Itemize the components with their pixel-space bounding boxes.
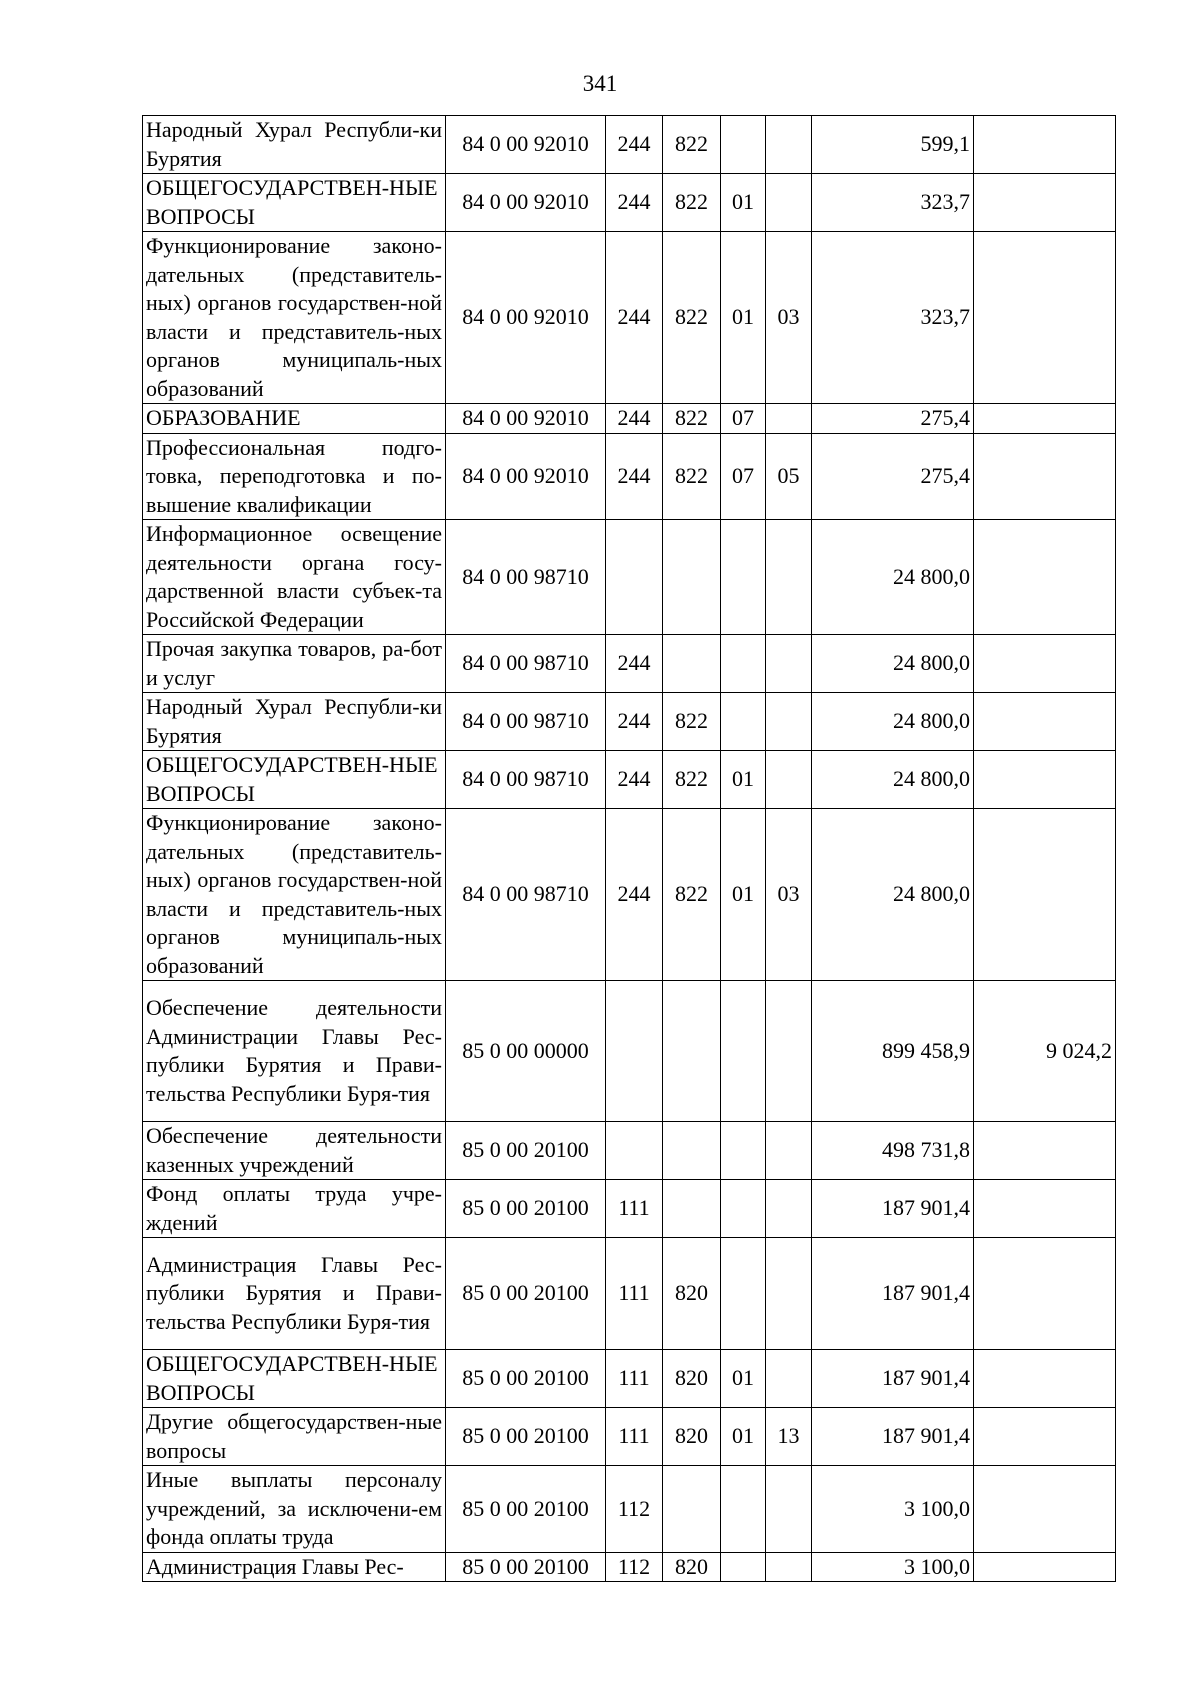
amount: 24 800,0 — [812, 751, 974, 809]
amount: 24 800,0 — [812, 635, 974, 693]
row-name: Народный Хурал Республи-ки Бурятия — [143, 116, 446, 174]
subsection-code: 05 — [766, 433, 812, 520]
table-row — [143, 635, 1116, 693]
table-row — [143, 1350, 1116, 1408]
administrator-code — [663, 1180, 721, 1238]
amount-extra — [974, 433, 1116, 520]
section-code: 01 — [721, 1350, 766, 1408]
expense-type-code: 244 — [606, 635, 663, 693]
expense-type-code: 111 — [606, 1180, 663, 1238]
section-code: 01 — [721, 232, 766, 404]
administrator-code: 822 — [663, 433, 721, 520]
section-code — [721, 520, 766, 635]
amount-extra — [974, 693, 1116, 751]
section-code — [721, 1122, 766, 1180]
section-code: 07 — [721, 433, 766, 520]
section-code — [721, 1552, 766, 1582]
amount-extra: 9 024,2 — [974, 981, 1116, 1122]
table-row — [143, 232, 1116, 404]
amount-extra — [974, 174, 1116, 232]
amount: 24 800,0 — [812, 693, 974, 751]
row-name: Обеспечение деятельности Администрации Главы Рес-публики Бурятия и Прави-тельства Республики Буря-тия — [143, 981, 446, 1122]
expense-type-code: 244 — [606, 433, 663, 520]
amount: 187 901,4 — [812, 1180, 974, 1238]
expense-type-code — [606, 1122, 663, 1180]
amount: 3 100,0 — [812, 1552, 974, 1582]
amount-extra — [974, 520, 1116, 635]
row-name: Прочая закупка товаров, ра-бот и услуг — [143, 635, 446, 693]
target-article-code: 84 0 00 98710 — [446, 809, 606, 981]
amount-extra — [974, 1408, 1116, 1466]
subsection-code: 03 — [766, 809, 812, 981]
row-name: ОБЩЕГОСУДАРСТВЕН-НЫЕ ВОПРОСЫ — [143, 174, 446, 232]
row-name: ОБРАЗОВАНИЕ — [143, 404, 446, 434]
budget-table — [142, 115, 1116, 1582]
expense-type-code: 111 — [606, 1408, 663, 1466]
section-code — [721, 1180, 766, 1238]
amount: 275,4 — [812, 404, 974, 434]
amount: 3 100,0 — [812, 1466, 974, 1553]
amount-extra — [974, 116, 1116, 174]
expense-type-code — [606, 981, 663, 1122]
expense-type-code: 244 — [606, 751, 663, 809]
target-article-code: 84 0 00 98710 — [446, 520, 606, 635]
amount: 899 458,9 — [812, 981, 974, 1122]
administrator-code: 820 — [663, 1238, 721, 1350]
target-article-code: 85 0 00 00000 — [446, 981, 606, 1122]
subsection-code — [766, 1350, 812, 1408]
expense-type-code: 244 — [606, 232, 663, 404]
amount: 275,4 — [812, 433, 974, 520]
section-code — [721, 981, 766, 1122]
amount-extra — [974, 1238, 1116, 1350]
row-name: Профессиональная подго-товка, переподготовка и по-вышение квалификации — [143, 433, 446, 520]
amount: 498 731,8 — [812, 1122, 974, 1180]
target-article-code: 85 0 00 20100 — [446, 1350, 606, 1408]
row-name: Информационное освещение деятельности органа госу-дарственной власти субъек-та Российской Федерации — [143, 520, 446, 635]
row-name: Иные выплаты персоналу учреждений, за исключени-ем фонда оплаты труда — [143, 1466, 446, 1553]
row-name: Другие общегосударствен-ные вопросы — [143, 1408, 446, 1466]
section-code: 01 — [721, 1408, 766, 1466]
expense-type-code: 112 — [606, 1552, 663, 1582]
section-code: 01 — [721, 751, 766, 809]
table-row — [143, 1466, 1116, 1553]
section-code — [721, 116, 766, 174]
subsection-code — [766, 174, 812, 232]
table-row — [143, 751, 1116, 809]
amount: 187 901,4 — [812, 1238, 974, 1350]
amount-extra — [974, 1122, 1116, 1180]
row-name: Обеспечение деятельности казенных учреждений — [143, 1122, 446, 1180]
target-article-code: 85 0 00 20100 — [446, 1552, 606, 1582]
subsection-code: 03 — [766, 232, 812, 404]
table-row — [143, 1408, 1116, 1466]
expense-type-code — [606, 520, 663, 635]
subsection-code — [766, 1122, 812, 1180]
page-number: 341 — [582, 71, 618, 96]
amount: 599,1 — [812, 116, 974, 174]
amount-extra — [974, 1466, 1116, 1553]
table-row — [143, 174, 1116, 232]
amount-extra — [974, 635, 1116, 693]
expense-type-code: 244 — [606, 693, 663, 751]
administrator-code: 820 — [663, 1408, 721, 1466]
table-row — [143, 809, 1116, 981]
subsection-code — [766, 1180, 812, 1238]
amount: 187 901,4 — [812, 1408, 974, 1466]
target-article-code: 84 0 00 92010 — [446, 232, 606, 404]
row-name: ОБЩЕГОСУДАРСТВЕН-НЫЕ ВОПРОСЫ — [143, 751, 446, 809]
amount-extra — [974, 1350, 1116, 1408]
administrator-code: 822 — [663, 693, 721, 751]
expense-type-code: 111 — [606, 1238, 663, 1350]
subsection-code — [766, 520, 812, 635]
administrator-code: 822 — [663, 174, 721, 232]
target-article-code: 84 0 00 98710 — [446, 635, 606, 693]
administrator-code: 820 — [663, 1552, 721, 1582]
subsection-code — [766, 751, 812, 809]
administrator-code — [663, 635, 721, 693]
row-name: Администрация Главы Рес- — [143, 1552, 446, 1582]
administrator-code: 822 — [663, 232, 721, 404]
amount: 24 800,0 — [812, 809, 974, 981]
target-article-code: 85 0 00 20100 — [446, 1122, 606, 1180]
target-article-code: 84 0 00 92010 — [446, 404, 606, 434]
section-code: 07 — [721, 404, 766, 434]
subsection-code: 13 — [766, 1408, 812, 1466]
amount-extra — [974, 1180, 1116, 1238]
subsection-code — [766, 981, 812, 1122]
row-name: Функционирование законо-дательных (представитель-ных) органов государствен-ной власти и представитель-ных органов муниципаль-ных образований — [143, 809, 446, 981]
administrator-code: 822 — [663, 116, 721, 174]
administrator-code — [663, 1122, 721, 1180]
expense-type-code: 244 — [606, 404, 663, 434]
section-code — [721, 693, 766, 751]
target-article-code: 85 0 00 20100 — [446, 1466, 606, 1553]
administrator-code — [663, 520, 721, 635]
subsection-code — [766, 116, 812, 174]
target-article-code: 85 0 00 20100 — [446, 1408, 606, 1466]
section-code: 01 — [721, 809, 766, 981]
table-body — [143, 116, 1116, 1582]
subsection-code — [766, 1552, 812, 1582]
target-article-code: 85 0 00 20100 — [446, 1180, 606, 1238]
administrator-code — [663, 1466, 721, 1553]
subsection-code — [766, 1238, 812, 1350]
section-code — [721, 1466, 766, 1553]
table-row — [143, 1122, 1116, 1180]
administrator-code: 822 — [663, 809, 721, 981]
row-name: ОБЩЕГОСУДАРСТВЕН-НЫЕ ВОПРОСЫ — [143, 1350, 446, 1408]
target-article-code: 84 0 00 98710 — [446, 693, 606, 751]
table-row — [143, 981, 1116, 1122]
administrator-code: 822 — [663, 751, 721, 809]
administrator-code — [663, 981, 721, 1122]
subsection-code — [766, 404, 812, 434]
amount-extra — [974, 809, 1116, 981]
administrator-code: 822 — [663, 404, 721, 434]
target-article-code: 84 0 00 92010 — [446, 433, 606, 520]
table-row — [143, 1552, 1116, 1582]
table-row — [143, 1180, 1116, 1238]
expense-type-code: 244 — [606, 174, 663, 232]
amount-extra — [974, 232, 1116, 404]
amount: 187 901,4 — [812, 1350, 974, 1408]
row-name: Фонд оплаты труда учре-ждений — [143, 1180, 446, 1238]
row-name: Администрация Главы Рес-публики Бурятия и Прави-тельства Республики Буря-тия — [143, 1238, 446, 1350]
table-row — [143, 520, 1116, 635]
subsection-code — [766, 635, 812, 693]
amount: 323,7 — [812, 232, 974, 404]
expense-type-code: 112 — [606, 1466, 663, 1553]
row-name: Народный Хурал Республи-ки Бурятия — [143, 693, 446, 751]
target-article-code: 85 0 00 20100 — [446, 1238, 606, 1350]
amount-extra — [974, 1552, 1116, 1582]
table-row — [143, 116, 1116, 174]
target-article-code: 84 0 00 92010 — [446, 116, 606, 174]
table-row — [143, 1238, 1116, 1350]
subsection-code — [766, 1466, 812, 1553]
amount: 323,7 — [812, 174, 974, 232]
section-code — [721, 635, 766, 693]
table-row — [143, 693, 1116, 751]
section-code — [721, 1238, 766, 1350]
amount-extra — [974, 751, 1116, 809]
expense-type-code: 111 — [606, 1350, 663, 1408]
administrator-code: 820 — [663, 1350, 721, 1408]
target-article-code: 84 0 00 92010 — [446, 174, 606, 232]
row-name: Функционирование законо-дательных (представитель-ных) органов государствен-ной власти и представитель-ных органов муниципаль-ных образований — [143, 232, 446, 404]
table-row — [143, 433, 1116, 520]
amount: 24 800,0 — [812, 520, 974, 635]
subsection-code — [766, 693, 812, 751]
table-row — [143, 404, 1116, 434]
expense-type-code: 244 — [606, 809, 663, 981]
target-article-code: 84 0 00 98710 — [446, 751, 606, 809]
expense-type-code: 244 — [606, 116, 663, 174]
amount-extra — [974, 404, 1116, 434]
section-code: 01 — [721, 174, 766, 232]
